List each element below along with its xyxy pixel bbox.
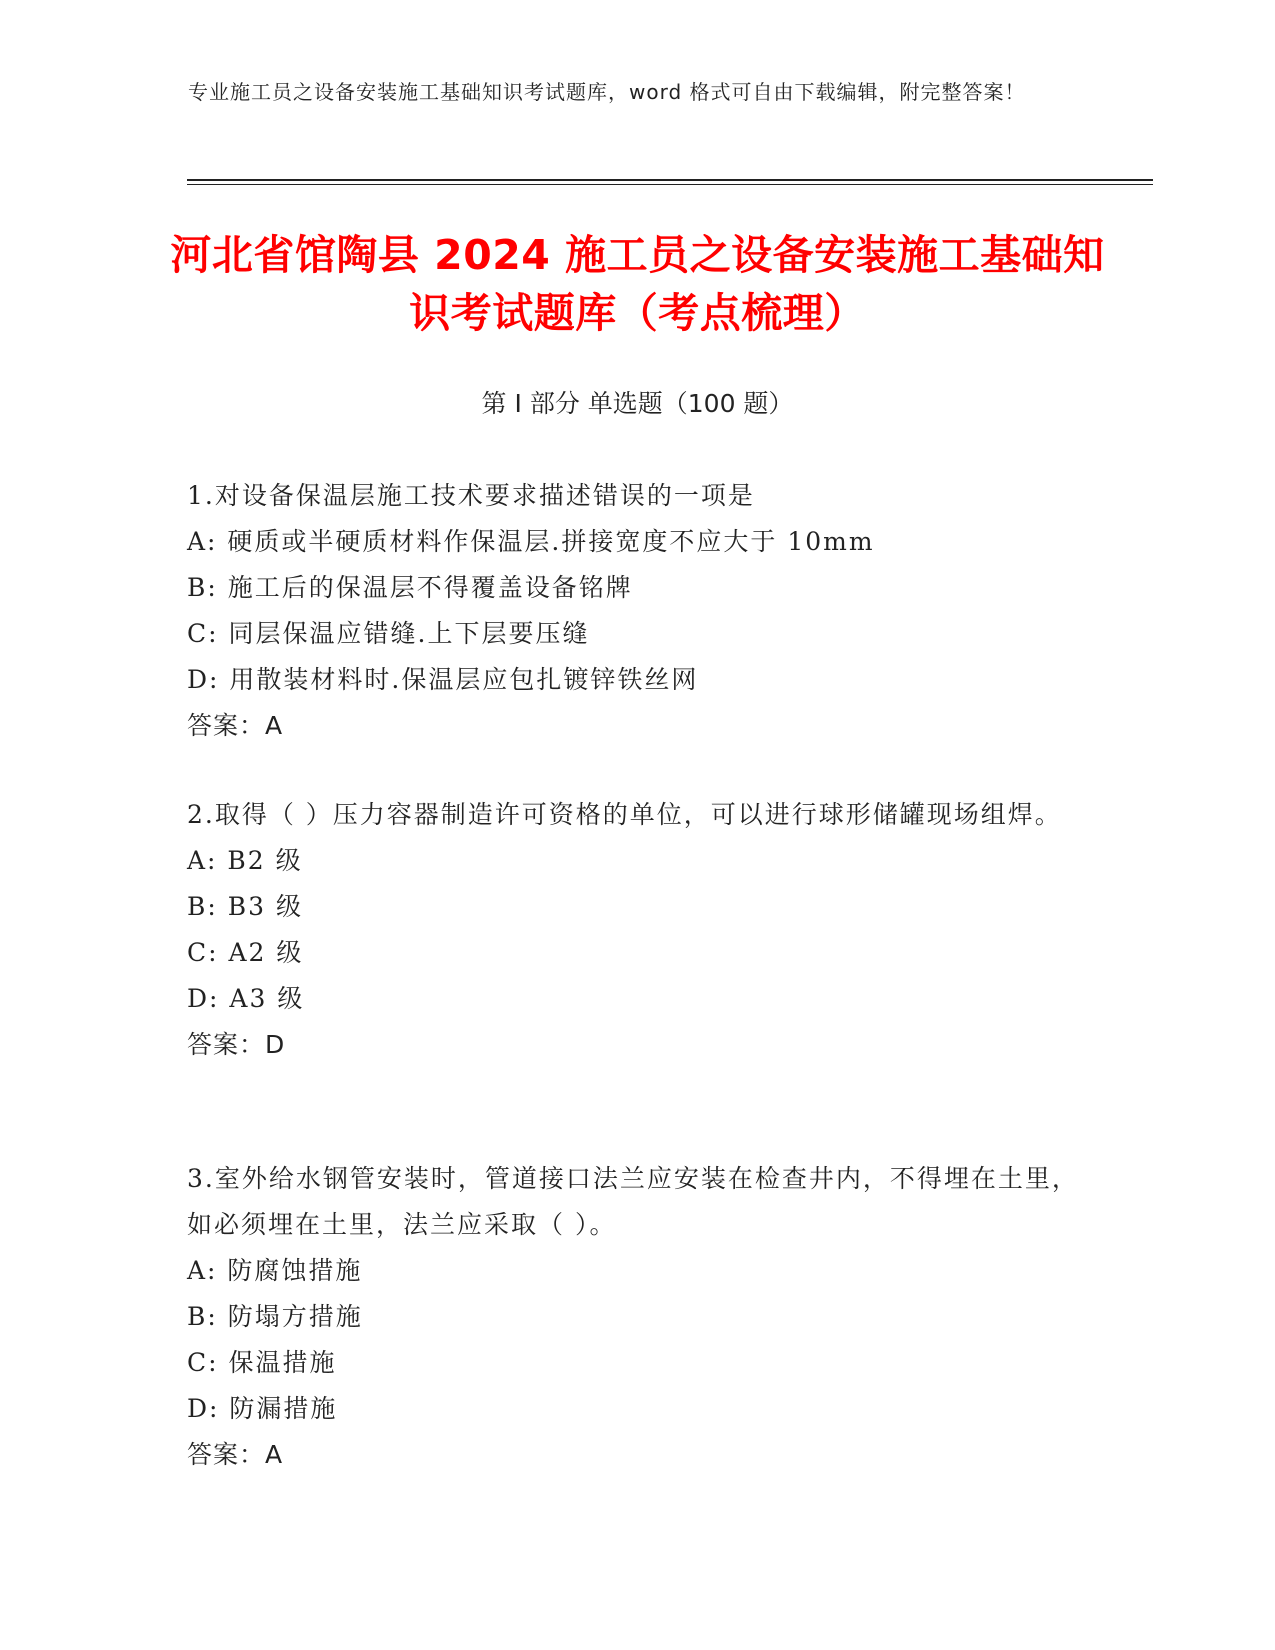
question-2 [187,792,1087,1068]
question-stem: 1.对设备保温层施工技术要求描述错误的一项是 [187,481,755,510]
option-b: B: 施工后的保温层不得覆盖设备铭牌 [187,573,633,602]
header-rule-thick [187,179,1153,181]
option-a: A: B2 级 [187,846,303,875]
answer: 答案：A [187,711,284,740]
option-b: B: B3 级 [187,892,303,921]
header-rule-thin [187,184,1153,185]
question-3 [187,1156,1087,1478]
option-c: C: 同层保温应错缝.上下层要压缝 [187,619,590,648]
question-1 [187,473,1087,749]
option-d: D: A3 级 [187,984,305,1013]
option-c: C: A2 级 [187,938,304,967]
option-d: D: 防漏措施 [187,1394,338,1423]
option-a: A: 硬质或半硬质材料作保温层.拼接宽度不应大于 10mm [187,527,875,556]
option-d: D: 用散装材料时.保温层应包扎镀锌铁丝网 [187,665,699,694]
question-stem: 2.取得（ ）压力容器制造许可资格的单位，可以进行球形储罐现场组焊。 [187,800,1062,829]
answer: 答案：D [187,1030,286,1059]
option-c: C: 保温措施 [187,1348,337,1377]
option-a: A: 防腐蚀措施 [187,1256,363,1285]
document-title: 河北省馆陶县 2024 施工员之设备安装施工基础知识考试题库（考点梳理） [170,231,1105,337]
section-heading: 第 I 部分 单选题（100 题） [481,389,794,418]
option-b: B: 防塌方措施 [187,1302,363,1331]
question-stem: 3.室外给水钢管安装时，管道接口法兰应安装在检查井内，不得埋在土里，如必须埋在土里，法兰应采取（ ）。 [187,1164,1079,1239]
header-note: 专业施工员之设备安装施工基础知识考试题库，word 格式可自由下载编辑，附完整答案！ [188,80,1026,104]
answer: 答案：A [187,1440,284,1469]
